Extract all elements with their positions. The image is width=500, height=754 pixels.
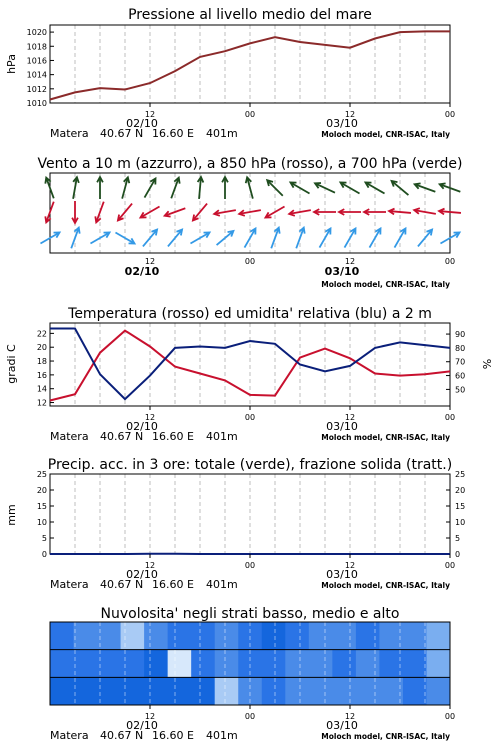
wind-700hpa-arrow (222, 177, 228, 199)
cloud-cell (144, 622, 168, 650)
precipitation-station-name: Matera (50, 578, 89, 591)
cloud-cell (332, 677, 356, 705)
wind-850hpa-arrow (72, 201, 78, 223)
temperature-date-label: 02/10 (126, 420, 158, 433)
wind-date-label: 02/10 (125, 265, 160, 278)
precipitation-ytick-right-label: 10 (455, 518, 465, 527)
wind-10m-arrow-shaft (90, 233, 109, 244)
cloud-cell (426, 650, 450, 678)
cloud-cell (309, 650, 333, 678)
cloud-cell (262, 622, 286, 650)
cloud-cell (97, 677, 121, 705)
cloud-cell (215, 622, 239, 650)
cloud-time-tick-label: 00 (445, 712, 455, 721)
humidity-ytick-right-label: 70 (455, 358, 465, 367)
precipitation-title: Precip. acc. in 3 ore: totale (verde), frazione solida (tratt.) (48, 457, 452, 473)
wind-700hpa-arrow (73, 177, 79, 199)
cloud-cell (215, 677, 239, 705)
wind-700hpa-arrow (315, 183, 335, 193)
cloud-cell (403, 650, 427, 678)
wind-700hpa-arrow-shaft (365, 183, 384, 194)
wind-10m-arrow (90, 233, 109, 244)
cloud-cell (74, 622, 98, 650)
precipitation-time-tick-label: 12 (145, 561, 155, 570)
precipitation-frame (50, 474, 450, 554)
pressure-ytick-label: 1016 (27, 56, 47, 65)
precipitation-ytick-label: 20 (37, 486, 47, 495)
cloud-model-credit: Moloch model, CNR-ISAC, Italy (321, 732, 450, 741)
cloud-cell (191, 650, 215, 678)
precipitation-ytick-label: 0 (42, 550, 47, 559)
wind-time-tick-label: 00 (445, 257, 455, 266)
pressure-ytick-label: 1012 (27, 85, 47, 94)
wind-850hpa-arrow (95, 202, 103, 223)
cloud-cell (97, 650, 121, 678)
wind-700hpa-arrow (122, 177, 129, 198)
cloud-time-tick-label: 12 (145, 712, 155, 721)
cloud-cell (50, 650, 74, 678)
cloud-cell (191, 622, 215, 650)
cloud-cell (262, 650, 286, 678)
temperature-station-lon: 16.60 E (152, 430, 194, 443)
precipitation-station-lat: 40.67 N (100, 578, 143, 591)
precipitation-ytick-label: 5 (42, 534, 47, 543)
humidity-ylabel: % (481, 359, 494, 369)
wind-10m-arrow-shaft (190, 233, 209, 244)
cloud-cell (309, 622, 333, 650)
cloud-station-alt: 401m (206, 729, 238, 742)
temperature-date-label: 03/10 (326, 420, 358, 433)
cloud-cell (285, 677, 309, 705)
cloud-cell (356, 650, 380, 678)
cloud-cell (356, 677, 380, 705)
wind-700hpa-arrow (340, 183, 359, 194)
precipitation-ytick-right-label: 0 (455, 550, 460, 559)
precipitation-station-lon: 16.60 E (152, 578, 194, 591)
cloud-cell (50, 677, 74, 705)
wind-700hpa-arrow (246, 177, 253, 198)
cloud-date-label: 03/10 (326, 719, 358, 732)
pressure-station-lon: 16.60 E (152, 127, 194, 140)
humidity-ytick-right-label: 90 (455, 330, 465, 339)
cloud-cell (285, 650, 309, 678)
pressure-station-alt: 401m (206, 127, 238, 140)
cloud-cell (74, 677, 98, 705)
precipitation-ytick-label: 10 (37, 518, 47, 527)
cloud-cell (262, 677, 286, 705)
cloud-cell (168, 650, 192, 678)
temperature-model-credit: Moloch model, CNR-ISAC, Italy (321, 433, 450, 442)
precipitation-model-credit: Moloch model, CNR-ISAC, Italy (321, 581, 450, 590)
pressure-ytick-label: 1014 (27, 71, 47, 80)
cloud-cell (144, 677, 168, 705)
cloud-cell (356, 622, 380, 650)
pressure-time-tick-label: 00 (445, 110, 455, 119)
precipitation-ytick-right-label: 15 (455, 502, 465, 511)
wind-10m-arrow-shaft (115, 233, 134, 244)
precipitation-ytick-right-label: 25 (455, 470, 465, 479)
cloud-cell (74, 650, 98, 678)
cloud-cell (121, 650, 145, 678)
temperature-title: Temperatura (rosso) ed umidita' relativa (blu) a 2 m (67, 306, 432, 322)
precipitation-ylabel: mm (5, 504, 18, 525)
humidity-ytick-right-label: 50 (455, 385, 465, 394)
wind-10m-arrow (115, 233, 134, 244)
pressure-date-label: 02/10 (126, 117, 158, 130)
wind-10m-arrow (271, 228, 279, 249)
temperature-time-tick-label: 12 (145, 413, 155, 422)
cloud-station-lon: 16.60 E (152, 729, 194, 742)
temperature-time-tick-label: 00 (245, 413, 255, 422)
wind-date-label: 03/10 (325, 265, 360, 278)
cloud-station-lat: 40.67 N (100, 729, 143, 742)
precipitation-time-tick-label: 00 (245, 561, 255, 570)
wind-time-tick-label: 12 (345, 257, 355, 266)
precipitation-time-tick-label: 12 (345, 561, 355, 570)
wind-10m-arrow (71, 228, 79, 249)
pressure-time-tick-label: 12 (145, 110, 155, 119)
cloud-cell (285, 622, 309, 650)
cloud-station-name: Matera (50, 729, 89, 742)
precipitation-time-tick-label: 00 (445, 561, 455, 570)
temperature-station-lat: 40.67 N (100, 430, 143, 443)
pressure-ytick-label: 1010 (27, 99, 47, 108)
temperature-ylabel: gradi C (5, 344, 18, 384)
wind-700hpa-arrow-shaft (290, 183, 309, 194)
temperature-ytick-label: 20 (37, 343, 47, 352)
wind-700hpa-arrow (365, 183, 384, 194)
cloud-cell (426, 677, 450, 705)
humidity-ytick-right-label: 80 (455, 344, 465, 353)
pressure-date-label: 03/10 (326, 117, 358, 130)
pressure-ytick-label: 1018 (27, 42, 47, 51)
pressure-ytick-label: 1020 (27, 28, 47, 37)
cloud-cell (309, 677, 333, 705)
wind-10m-arrow (190, 233, 209, 244)
temperature-ytick-label: 16 (37, 371, 47, 380)
pressure-ylabel: hPa (5, 54, 18, 74)
cloud-title: Nuvolosita' negli strati basso, medio e alto (101, 606, 400, 622)
temperature-station-alt: 401m (206, 430, 238, 443)
cloud-cell (403, 622, 427, 650)
precipitation-ytick-right-label: 5 (455, 534, 460, 543)
cloud-cell (121, 622, 145, 650)
cloud-cell (144, 650, 168, 678)
temperature-ytick-label: 18 (37, 357, 47, 366)
precipitation-station-alt: 401m (206, 578, 238, 591)
pressure-time-tick-label: 00 (245, 110, 255, 119)
temperature-ytick-label: 12 (37, 399, 47, 408)
cloud-cell (426, 622, 450, 650)
cloud-time-tick-label: 12 (345, 712, 355, 721)
wind-10m-arrow (217, 231, 234, 245)
cloud-cell (50, 622, 74, 650)
pressure-title: Pressione al livello medio del mare (128, 7, 372, 23)
cloud-date-label: 02/10 (126, 719, 158, 732)
wind-10m-arrow-shaft (217, 231, 234, 245)
cloud-cell (332, 650, 356, 678)
precipitation-ytick-label: 15 (37, 502, 47, 511)
pressure-station-name: Matera (50, 127, 89, 140)
wind-time-tick-label: 12 (145, 257, 155, 266)
pressure-station-lat: 40.67 N (100, 127, 143, 140)
temperature-time-tick-label: 12 (345, 413, 355, 422)
pressure-model-credit: Moloch model, CNR-ISAC, Italy (321, 130, 450, 139)
precipitation-date-label: 03/10 (326, 568, 358, 581)
cloud-cell (191, 677, 215, 705)
cloud-time-tick-label: 00 (245, 712, 255, 721)
cloud-cell (403, 677, 427, 705)
wind-700hpa-arrow (290, 183, 309, 194)
cloud-cell (168, 677, 192, 705)
temperature-ytick-label: 22 (37, 329, 47, 338)
wind-700hpa-arrow-shaft (340, 183, 359, 194)
cloud-cell (168, 622, 192, 650)
humidity-ytick-right-label: 60 (455, 372, 465, 381)
cloud-cell (332, 622, 356, 650)
wind-model-credit: Moloch model, CNR-ISAC, Italy (321, 280, 450, 289)
temperature-time-tick-label: 00 (445, 413, 455, 422)
temperature-ytick-label: 14 (37, 385, 47, 394)
wind-10m-arrow (296, 228, 304, 249)
precipitation-ytick-right-label: 20 (455, 486, 465, 495)
precipitation-date-label: 02/10 (126, 568, 158, 581)
wind-700hpa-arrow (171, 178, 179, 199)
wind-700hpa-arrow (198, 177, 204, 199)
pressure-time-tick-label: 12 (345, 110, 355, 119)
wind-700hpa-arrow (97, 177, 103, 199)
cloud-cell (97, 622, 121, 650)
temperature-station-name: Matera (50, 430, 89, 443)
wind-time-tick-label: 00 (245, 257, 255, 266)
wind-title: Vento a 10 m (azzurro), a 850 hPa (rosso), a 700 hPa (verde) (37, 156, 462, 172)
precipitation-ytick-label: 25 (37, 470, 47, 479)
cloud-cell (215, 650, 239, 678)
cloud-cell (121, 677, 145, 705)
